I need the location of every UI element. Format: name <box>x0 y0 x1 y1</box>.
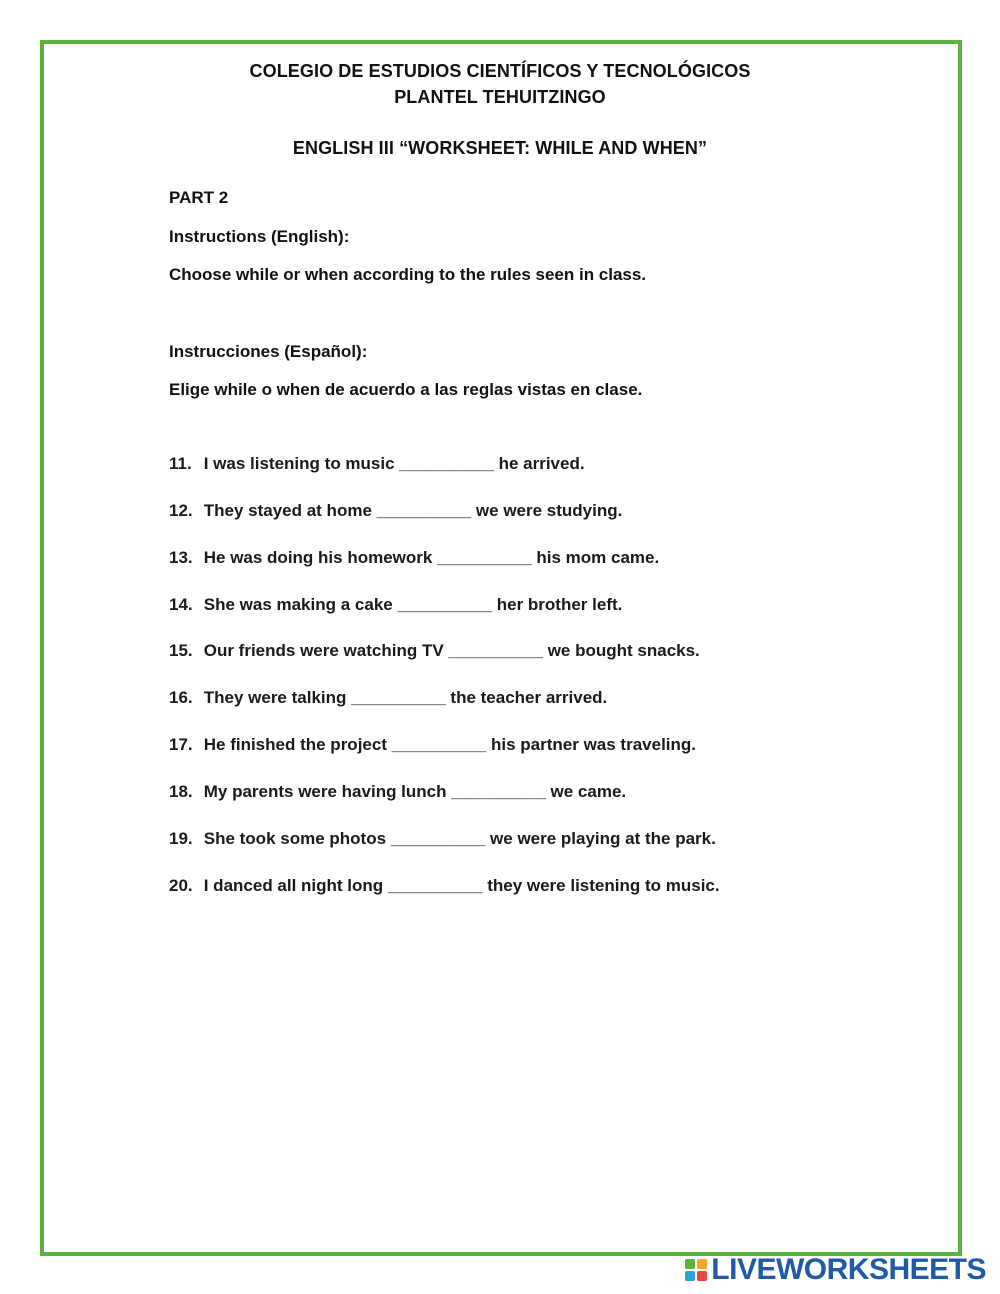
question-text-before: He was doing his homework <box>203 548 433 567</box>
question-number: 13. <box>169 548 193 567</box>
question-number: 20. <box>169 876 193 895</box>
question-text-before: They stayed at home <box>203 501 372 520</box>
logo-text: LIVEWORKSHEETS <box>711 1253 986 1286</box>
question-text-before: Our friends were watching TV <box>203 641 444 660</box>
question-number: 19. <box>169 829 193 848</box>
question-number: 14. <box>169 595 193 614</box>
question-text-after: we came. <box>550 782 627 801</box>
worksheet-title: ENGLISH III “WORKSHEET: WHILE AND WHEN” <box>292 138 708 158</box>
question-text-after: he arrived. <box>498 454 585 473</box>
question-15 <box>169 641 700 661</box>
question-14 <box>169 595 622 615</box>
question-18 <box>169 782 626 802</box>
instructions-english-text: Choose while or when according to the rules seen in class. <box>169 265 647 284</box>
question-number: 12. <box>169 501 193 520</box>
question-number: 17. <box>169 735 193 754</box>
question-12 <box>169 501 622 521</box>
question-text-after: his mom came. <box>536 548 660 567</box>
liveworksheets-logo-icon <box>685 1259 707 1281</box>
question-16 <box>169 688 607 708</box>
answer-blank[interactable]: __________ <box>437 548 532 567</box>
campus-name: PLANTEL TEHUITZINGO <box>394 87 606 107</box>
answer-blank[interactable]: __________ <box>451 782 546 801</box>
question-text-after: her brother left. <box>496 595 623 614</box>
question-text-before: He finished the project <box>203 735 387 754</box>
question-13 <box>169 548 659 568</box>
instructions-spanish-label: Instrucciones (Español): <box>169 342 368 361</box>
question-text-after: we bought snacks. <box>547 641 700 660</box>
question-11 <box>169 454 585 474</box>
question-text-before: She took some photos <box>203 829 387 848</box>
answer-blank[interactable]: __________ <box>391 735 487 754</box>
question-text-after: we were playing at the park. <box>490 829 716 848</box>
answer-blank[interactable]: __________ <box>376 501 472 520</box>
answer-blank[interactable]: __________ <box>390 829 486 848</box>
question-17 <box>169 735 696 755</box>
school-name: COLEGIO DE ESTUDIOS CIENTÍFICOS Y TECNOLÓGICOS <box>249 61 751 81</box>
question-number: 15. <box>169 641 193 660</box>
question-text-after: we were studying. <box>475 501 623 520</box>
liveworksheets-logo[interactable] <box>685 1254 986 1286</box>
question-text-before: I was listening to music <box>203 454 395 473</box>
instructions-english-label: Instructions (English): <box>169 227 350 246</box>
question-text-before: They were talking <box>203 688 347 707</box>
question-text-after: the teacher arrived. <box>450 688 608 707</box>
answer-blank[interactable]: __________ <box>448 641 543 660</box>
part-heading: PART 2 <box>169 188 229 207</box>
question-number: 16. <box>169 688 193 707</box>
question-number: 11. <box>169 454 192 473</box>
question-20 <box>169 876 720 896</box>
question-text-before: My parents were having lunch <box>203 782 447 801</box>
question-19 <box>169 829 716 849</box>
answer-blank[interactable]: __________ <box>399 454 494 473</box>
question-text-before: She was making a cake <box>203 595 393 614</box>
answer-blank[interactable]: __________ <box>387 876 483 895</box>
answer-blank[interactable]: __________ <box>397 595 493 614</box>
question-number: 18. <box>169 782 193 801</box>
instructions-spanish-text: Elige while o when de acuerdo a las reglas vistas en clase. <box>169 380 643 399</box>
question-text-after: his partner was traveling. <box>491 735 697 754</box>
question-text-before: I danced all night long <box>203 876 384 895</box>
question-text-after: they were listening to music. <box>487 876 720 895</box>
answer-blank[interactable]: __________ <box>351 688 446 707</box>
